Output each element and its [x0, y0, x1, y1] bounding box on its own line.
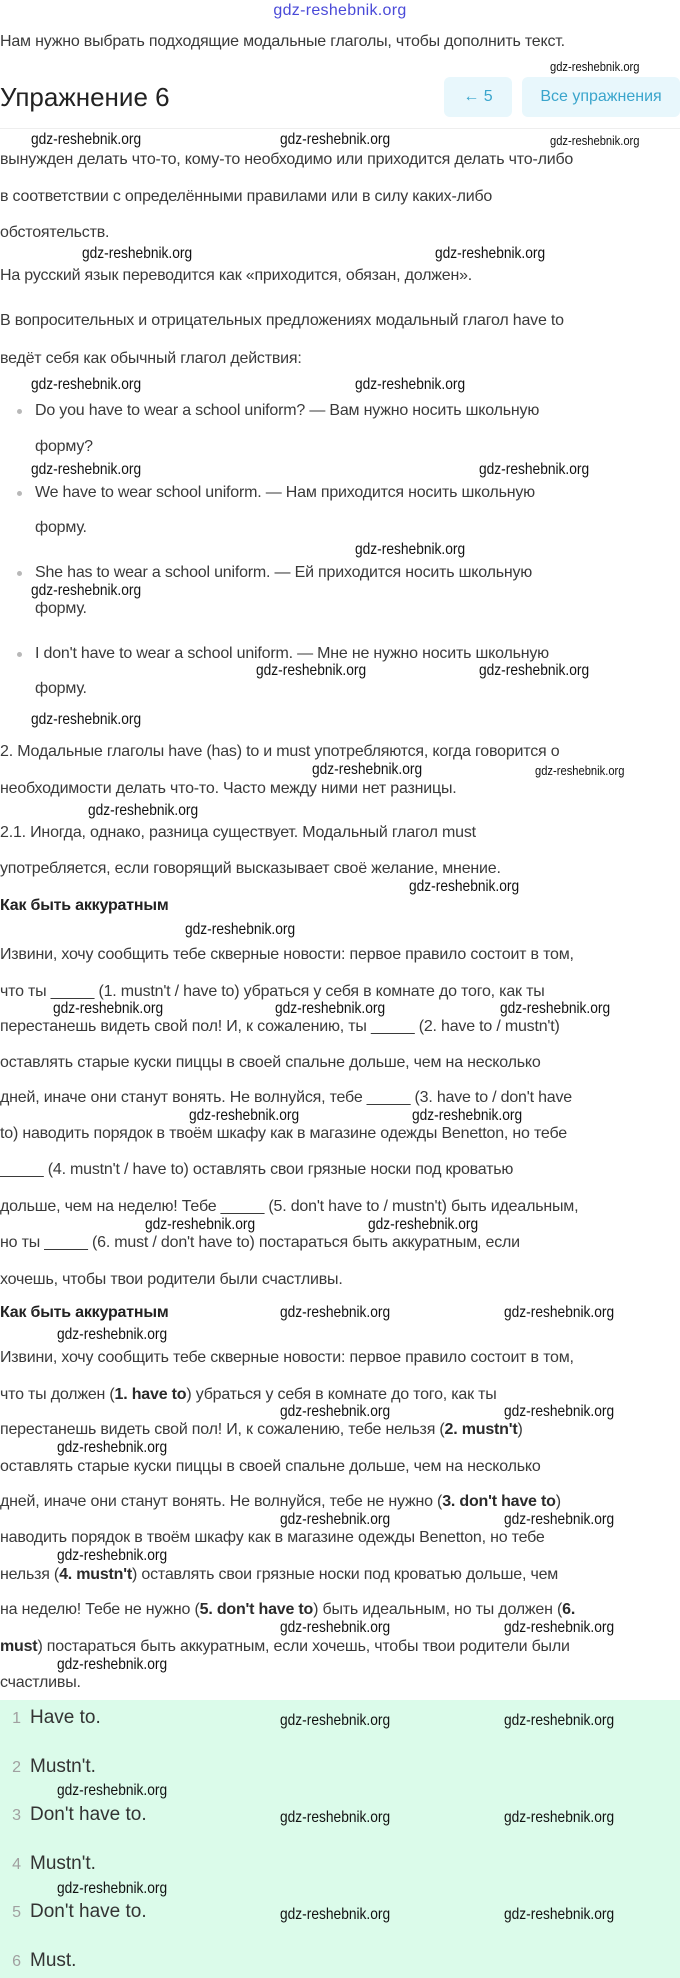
watermark: gdz-reshebnik.org: [31, 711, 142, 728]
solution-line: [0, 1458, 541, 1476]
watermark: gdz-reshebnik.org: [504, 1809, 615, 1826]
watermark: gdz-reshebnik.org: [280, 1809, 391, 1826]
watermark: gdz-reshebnik.org: [31, 376, 142, 393]
example-line: форму?: [35, 438, 93, 455]
answer-item: [0, 1946, 76, 1976]
watermark: gdz-reshebnik.org: [280, 1403, 391, 1420]
task-line: перестанешь видеть свой пол! И, к сожалению, ты _____ (2. have to / mustn't): [0, 1018, 560, 1035]
solution-line: [0, 1349, 574, 1367]
answer-text: Have to.: [30, 1707, 101, 1728]
answer-highlight: 6.: [562, 1601, 576, 1618]
text-segment: что ты должен (: [0, 1386, 115, 1403]
answer-item: [0, 1849, 96, 1879]
example-line: We have to wear school uniform. — Нам приходится носить школьную: [35, 484, 535, 501]
theory-line: ведёт себя как обычный глагол действия:: [0, 350, 302, 367]
theory-line: вынужден делать что-то, кому-то необходимо или приходится делать что-либо: [0, 151, 574, 168]
example-line: I don't have to wear a school uniform. — Мне не нужно носить школьную: [35, 645, 549, 662]
watermark: gdz-reshebnik.org: [412, 1107, 523, 1124]
watermark: gdz-reshebnik.org: [535, 763, 625, 778]
task-line: хочешь, чтобы твои родители были счастливы.: [0, 1271, 343, 1288]
answer-item: [0, 1752, 96, 1782]
watermark: gdz-reshebnik.org: [479, 662, 590, 679]
watermark: gdz-reshebnik.org: [57, 1782, 168, 1799]
watermark: gdz-reshebnik.org: [479, 461, 590, 478]
text-segment: на неделю! Тебе не нужно (: [0, 1601, 200, 1618]
answer-highlight: must: [0, 1638, 38, 1655]
watermark: gdz-reshebnik.org: [500, 1000, 611, 1017]
watermark: gdz-reshebnik.org: [189, 1107, 300, 1124]
solution-line: [0, 1421, 523, 1439]
watermark-top: gdz-reshebnik.org: [273, 2, 407, 19]
text-segment: наводить порядок в твоём шкафу как в магазине одежды Benetton, но тебе: [0, 1529, 545, 1546]
watermark: gdz-reshebnik.org: [57, 1656, 168, 1673]
watermark: gdz-reshebnik.org: [31, 582, 142, 599]
all-exercises-label: Все упражнения: [540, 88, 662, 105]
watermark: gdz-reshebnik.org: [409, 878, 520, 895]
watermark: gdz-reshebnik.org: [280, 1511, 391, 1528]
example-line: Do you have to wear a school uniform? — Вам нужно носить школьную: [35, 402, 540, 419]
answer-number: 2: [12, 1758, 21, 1776]
theory-line: обстоятельств.: [0, 224, 110, 241]
bullet-icon: [17, 652, 22, 657]
example-line: форму.: [35, 600, 87, 617]
solution-line: [0, 1386, 497, 1404]
answer-number: 4: [12, 1855, 21, 1873]
answer-number: 5: [12, 1904, 21, 1921]
bullet-icon: [17, 409, 22, 414]
text-segment: ) оставлять свои грязные носки под кроватью дольше, чем: [132, 1566, 559, 1583]
text-segment: ) убраться у себя в комнате до того, как ты: [186, 1386, 497, 1403]
watermark: gdz-reshebnik.org: [504, 1304, 615, 1321]
watermark: gdz-reshebnik.org: [145, 1216, 256, 1233]
answer-highlight: 2. mustn't: [444, 1421, 518, 1438]
watermark: gdz-reshebnik.org: [185, 921, 296, 938]
text-segment: оставлять старые куски пиццы в своей спальне дольше, чем на несколько: [0, 1458, 541, 1475]
watermark: gdz-reshebnik.org: [280, 131, 391, 148]
theory-line: В вопросительных и отрицательных предложениях модальный глагол have to: [0, 312, 564, 329]
watermark: gdz-reshebnik.org: [504, 1712, 615, 1729]
text-segment: Извини, хочу сообщить тебе скверные новости: первое правило состоит в том,: [0, 1349, 574, 1366]
solution-line: [0, 1601, 575, 1619]
task-heading: Как быть аккуратным: [0, 897, 169, 914]
text-segment: счастливы.: [0, 1674, 81, 1691]
watermark: gdz-reshebnik.org: [504, 1403, 615, 1420]
text-segment: ) быть идеальным, но ты должен (: [313, 1601, 563, 1618]
task-line: что ты _____ (1. mustn't / have to) убраться у себя в комнате до того, как ты: [0, 983, 545, 1000]
answer-text: Mustn't.: [30, 1755, 96, 1777]
theory-line: в соответствии с определёнными правилами или в силу каких-либо: [0, 188, 493, 205]
task-line: дней, иначе они станут вонять. Не волнуйся, тебе _____ (3. have to / don't have: [0, 1089, 572, 1106]
answer-highlight: 4. mustn't: [59, 1566, 132, 1583]
watermark: gdz-reshebnik.org: [504, 1619, 615, 1636]
example-line: форму.: [35, 519, 87, 536]
watermark: gdz-reshebnik.org: [280, 1619, 391, 1636]
solution-line: [0, 1638, 570, 1656]
watermark: gdz-reshebnik.org: [57, 1547, 168, 1564]
watermark: gdz-reshebnik.org: [368, 1216, 479, 1233]
watermark: gdz-reshebnik.org: [275, 1000, 386, 1017]
intro-text: Нам нужно выбрать подходящие модальные глаголы, чтобы дополнить текст.: [0, 33, 565, 50]
answers-box: [0, 1700, 680, 1978]
watermark: gdz-reshebnik.org: [504, 1906, 615, 1923]
answer-item: [0, 1897, 147, 1927]
watermark: gdz-reshebnik.org: [355, 376, 466, 393]
bullet-icon: [17, 571, 22, 576]
answer-highlight: 5. don't have to: [199, 1601, 314, 1618]
answer-text: Mustn't.: [30, 1852, 96, 1874]
answer-item: [0, 1703, 101, 1733]
all-exercises-button[interactable]: [522, 77, 680, 117]
prev-exercise-button[interactable]: [444, 77, 512, 117]
watermark: gdz-reshebnik.org: [312, 761, 423, 778]
text-segment: ): [555, 1493, 561, 1510]
bullet-icon: [17, 491, 22, 496]
page-title: Упражнение 6: [0, 82, 170, 112]
answer-highlight: 1. have to: [114, 1386, 187, 1403]
watermark: gdz-reshebnik.org: [435, 245, 546, 262]
text-segment: ) постараться быть аккуратным, если хочешь, чтобы твои родители были: [37, 1638, 570, 1655]
watermark: gdz-reshebnik.org: [57, 1439, 168, 1456]
task-line: to) наводить порядок в твоём шкафу как в магазине одежды Benetton, но тебе: [0, 1125, 567, 1142]
watermark: gdz-reshebnik.org: [550, 59, 640, 74]
task-line: но ты _____ (6. must / don't have to) постараться быть аккуратным, если: [0, 1234, 520, 1251]
text-segment: ): [517, 1421, 523, 1438]
solution-line: [0, 1566, 558, 1584]
text-segment: дней, иначе они станут вонять. Не волнуйся, тебе не нужно (: [0, 1493, 443, 1510]
answer-text: Don't have to.: [30, 1901, 147, 1922]
theory-line: На русский язык переводится как «приходится, обязан, должен».: [0, 267, 473, 284]
example-line: форму.: [35, 680, 87, 697]
answer-text: Don't have to.: [30, 1804, 147, 1825]
theory-line: необходимости делать что-то. Часто между ними нет разницы.: [0, 780, 457, 797]
watermark: gdz-reshebnik.org: [280, 1906, 391, 1923]
answer-highlight: 3. don't have to: [442, 1493, 556, 1510]
task-line: дольше, чем на неделю! Тебе _____ (5. don't have to / mustn't) быть идеальным,: [0, 1198, 579, 1215]
answer-number: 6: [12, 1952, 21, 1970]
answer-number: 3: [12, 1807, 21, 1824]
watermark: gdz-reshebnik.org: [53, 1000, 164, 1017]
theory-line: 2. Модальные глаголы have (has) to и must употребляются, когда говорится о: [0, 743, 560, 760]
text-segment: нельзя (: [0, 1566, 60, 1583]
divider: [0, 128, 680, 129]
watermark: gdz-reshebnik.org: [256, 662, 367, 679]
answer-text: Must.: [30, 1949, 77, 1971]
solution-heading: Как быть аккуратным: [0, 1304, 169, 1321]
watermark: gdz-reshebnik.org: [57, 1326, 168, 1343]
example-line: She has to wear a school uniform. — Ей приходится носить школьную: [35, 564, 533, 581]
prev-exercise-label: ← 5: [463, 88, 493, 105]
solution-line: [0, 1493, 561, 1511]
watermark: gdz-reshebnik.org: [355, 541, 466, 558]
watermark: gdz-reshebnik.org: [88, 802, 199, 819]
watermark: gdz-reshebnik.org: [504, 1511, 615, 1528]
theory-line: 2.1. Иногда, однако, разница существует. Модальный глагол must: [0, 824, 476, 841]
task-line: оставлять старые куски пиццы в своей спальне дольше, чем на несколько: [0, 1054, 541, 1071]
watermark: gdz-reshebnik.org: [57, 1880, 168, 1897]
text-segment: перестанешь видеть свой пол! И, к сожалению, тебе нельзя (: [0, 1421, 445, 1438]
watermark: gdz-reshebnik.org: [550, 133, 640, 148]
watermark: gdz-reshebnik.org: [280, 1304, 391, 1321]
watermark: gdz-reshebnik.org: [280, 1712, 391, 1729]
watermark: gdz-reshebnik.org: [31, 461, 142, 478]
watermark: gdz-reshebnik.org: [31, 131, 142, 148]
task-line: _____ (4. mustn't / have to) оставлять свои грязные носки под кроватью: [0, 1161, 514, 1178]
theory-line: употребляется, если говорящий высказывает своё желание, мнение.: [0, 860, 501, 877]
answer-item: [0, 1800, 147, 1830]
solution-line: [0, 1529, 545, 1547]
solution-line: [0, 1674, 81, 1692]
watermark: gdz-reshebnik.org: [82, 245, 193, 262]
answer-number: 1: [12, 1710, 21, 1727]
task-line: Извини, хочу сообщить тебе скверные новости: первое правило состоит в том,: [0, 946, 574, 963]
